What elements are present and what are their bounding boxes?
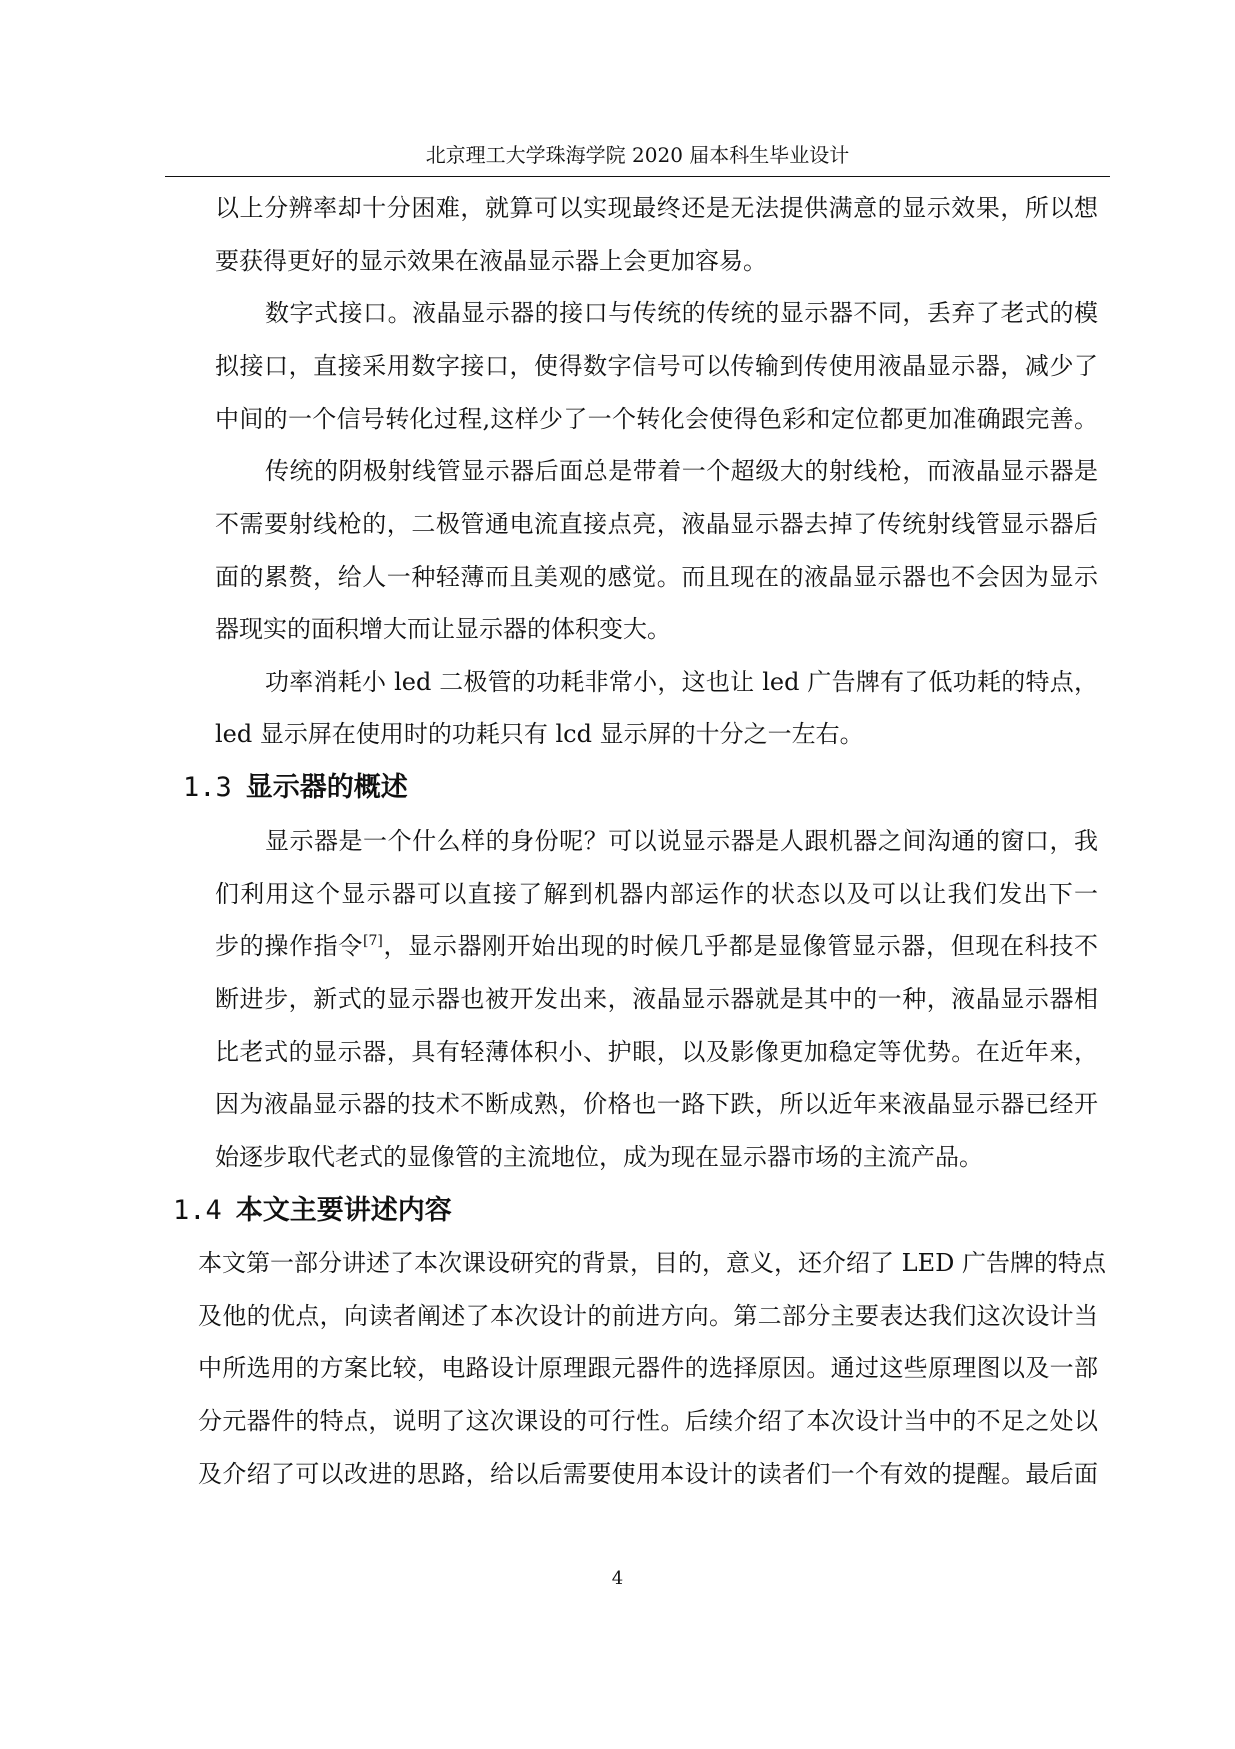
paragraph-line: 功率消耗小 led 二极管的功耗非常小，这也让 led 广告牌有了低功耗的特点，	[265, 668, 1098, 696]
running-header: 北京理工大学珠海学院 2020 届本科生毕业设计	[425, 143, 850, 167]
section-number: 1.4	[173, 1195, 222, 1226]
paragraph-line: 们利用这个显示器可以直接了解到机器内部运作的状态以及可以让我们发出下一	[215, 880, 1098, 908]
paragraph-line: led 显示屏在使用时的功耗只有 lcd 显示屏的十分之一左右。	[215, 720, 864, 748]
paragraph-line	[215, 931, 1098, 961]
paragraph-line: 以上分辨率却十分困难，就算可以实现最终还是无法提供满意的显示效果，所以想	[215, 194, 1098, 222]
paragraph-line: 比老式的显示器，具有轻薄体积小、护眼，以及影像更加稳定等优势。在近年来，	[215, 1038, 1098, 1066]
paragraph-line: 要获得更好的显示效果在液晶显示器上会更加容易。	[215, 247, 767, 275]
paragraph-line: 不需要射线枪的，二极管通电流直接点亮，液晶显示器去掉了传统射线管显示器后	[215, 510, 1098, 538]
section-title: 本文主要讲述内容	[235, 1195, 452, 1226]
paragraph-line: 及他的优点，向读者阐述了本次设计的前进方向。第二部分主要表达我们这次设计当	[198, 1302, 1098, 1330]
paragraph-line: 面的累赘，给人一种轻薄而且美观的感觉。而且现在的液晶显示器也不会因为显示	[215, 563, 1098, 591]
paragraph-line: 拟接口，直接采用数字接口，使得数字信号可以传输到传使用液晶显示器，减少了	[215, 352, 1098, 380]
paragraph-line: 中间的一个信号转化过程,这样少了一个转化会使得色彩和定位都更加准确跟完善。	[215, 405, 1098, 433]
paragraph-line: 始逐步取代老式的显像管的主流地位，成为现在显示器市场的主流产品。	[215, 1143, 983, 1171]
citation: [7]	[362, 933, 383, 949]
section-heading-1-3	[183, 772, 408, 804]
paragraph-text: 步的操作指令	[215, 932, 363, 960]
section-title: 显示器的概述	[245, 772, 408, 803]
paragraph-line: 中所选用的方案比较，电路设计原理跟元器件的选择原因。通过这些原理图以及一部	[198, 1354, 1098, 1382]
paragraph-line: 本文第一部分讲述了本次课设研究的背景，目的，意义，还介绍了 LED 广告牌的特点	[198, 1249, 1106, 1277]
section-heading-1-4	[173, 1195, 452, 1227]
paragraph-text: ，显示器刚开始出现的时候几乎都是显像管显示器，但现在科技不	[382, 932, 1099, 960]
page-number: 4	[611, 1568, 624, 1589]
header-rule	[165, 176, 1110, 177]
paragraph-line: 因为液晶显示器的技术不断成熟，价格也一路下跌，所以近年来液晶显示器已经开	[215, 1090, 1098, 1118]
paragraph-line: 器现实的面积增大而让显示器的体积变大。	[215, 615, 671, 643]
paragraph-line: 分元器件的特点，说明了这次课设的可行性。后续介绍了本次设计当中的不足之处以	[198, 1407, 1098, 1435]
paragraph-line: 断进步，新式的显示器也被开发出来，液晶显示器就是其中的一种，液晶显示器相	[215, 985, 1098, 1013]
paragraph-line: 传统的阴极射线管显示器后面总是带着一个超级大的射线枪，而液晶显示器是	[265, 457, 1098, 485]
paragraph-line: 及介绍了可以改进的思路，给以后需要使用本设计的读者们一个有效的提醒。最后面	[198, 1460, 1098, 1488]
paragraph-line: 数字式接口。液晶显示器的接口与传统的传统的显示器不同，丢弃了老式的模	[265, 299, 1098, 327]
paragraph-line: 显示器是一个什么样的身份呢？可以说显示器是人跟机器之间沟通的窗口，我	[265, 827, 1098, 855]
section-number: 1.3	[183, 772, 232, 803]
